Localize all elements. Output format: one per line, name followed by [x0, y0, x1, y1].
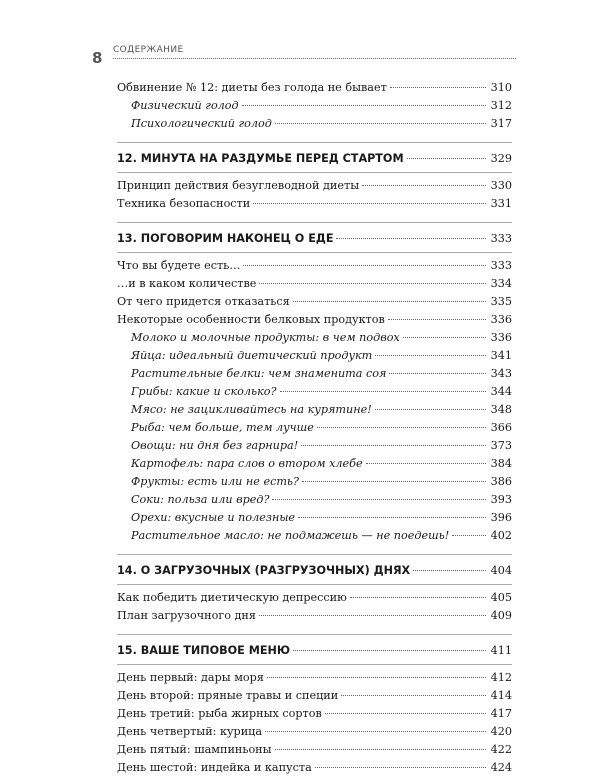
toc-subentry-page: 393	[490, 493, 512, 506]
toc-subentry[interactable]	[117, 401, 512, 419]
toc-entry-page: 310	[490, 81, 512, 94]
leader-dots	[375, 355, 486, 356]
leader-dots	[413, 570, 486, 571]
leader-dots	[325, 713, 486, 714]
leader-dots	[275, 123, 486, 124]
toc-entry[interactable]	[117, 311, 512, 329]
leader-dots	[389, 373, 486, 374]
toc-subentry-title: Психологический голод	[131, 117, 272, 130]
toc-entry[interactable]	[117, 759, 512, 777]
chapter-page: 333	[490, 232, 512, 245]
toc-entry-title: Что вы будете есть…	[117, 259, 241, 272]
toc-entry-page: 335	[490, 295, 512, 308]
toc-subentry[interactable]	[117, 473, 512, 491]
toc-entry-page: 334	[490, 277, 512, 290]
toc-subentry-page: 344	[490, 385, 512, 398]
toc-entry[interactable]	[117, 177, 512, 195]
leader-dots	[272, 499, 486, 500]
toc-entry[interactable]	[117, 723, 512, 741]
toc-subentry[interactable]	[117, 491, 512, 509]
toc-entry-title: День второй: пряные травы и специи	[117, 689, 339, 702]
toc-entry-title: Принцип действия безуглеводной диеты	[117, 179, 360, 192]
toc-entry[interactable]	[117, 607, 512, 625]
toc-entry[interactable]	[117, 687, 512, 705]
leader-dots	[317, 427, 486, 428]
chapter-title: 13. ПОГОВОРИМ НАКОНЕЦ О ЕДЕ	[117, 232, 334, 245]
toc-entry-title: Обвинение № 12: диеты без голода не бывает	[117, 81, 387, 94]
header-dotted-rule	[113, 58, 516, 59]
toc-entry-page: 420	[490, 725, 512, 738]
toc-subentry-page: 317	[490, 117, 512, 130]
leader-dots	[293, 301, 486, 302]
toc-subentry-title: Физический голод	[131, 99, 239, 112]
chapter-title: 14. О ЗАГРУЗОЧНЫХ (РАЗГРУЗОЧНЫХ) ДНЯХ	[117, 564, 411, 577]
leader-dots	[366, 463, 486, 464]
toc-subentry[interactable]	[117, 419, 512, 437]
toc-entry-title: Как победить диетическую депрессию	[117, 591, 347, 604]
toc-entry-title: …и в каком количестве	[117, 277, 257, 290]
toc-entry-page: 424	[490, 761, 512, 774]
toc-chapter-15[interactable]	[117, 641, 512, 661]
section-divider	[117, 554, 512, 555]
toc-subentry[interactable]	[117, 455, 512, 473]
toc-chapter-14[interactable]	[117, 561, 512, 581]
toc-subentry-title: Картофель: пара слов о втором хлебе	[131, 457, 363, 470]
chapter-underline	[117, 172, 512, 173]
toc-subentry[interactable]	[117, 437, 512, 455]
running-head: СОДЕРЖАНИЕ	[113, 45, 184, 55]
chapter-underline	[117, 252, 512, 253]
toc-entry[interactable]	[117, 257, 512, 275]
toc-subentry-title: Рыба: чем больше, тем лучше	[131, 421, 314, 434]
toc-subentry-title: Растительные белки: чем знаменита соя	[131, 367, 387, 380]
leader-dots	[301, 445, 486, 446]
toc-entry-title: План загрузочного дня	[117, 609, 256, 622]
chapter-title: 15. ВАШЕ ТИПОВОЕ МЕНЮ	[117, 644, 290, 657]
page-number: 8	[92, 49, 103, 67]
toc-entry-title: Техника безопасности	[117, 197, 251, 210]
chapter-page: 329	[490, 152, 512, 165]
section-divider	[117, 222, 512, 223]
toc-subentry-page: 396	[490, 511, 512, 524]
chapter-title: 12. МИНУТА НА РАЗДУМЬЕ ПЕРЕД СТАРТОМ	[117, 152, 404, 165]
toc-entry-page: 412	[490, 671, 512, 684]
toc-entry-page: 331	[490, 197, 512, 210]
leader-dots	[298, 517, 486, 518]
toc-subentry-page: 348	[490, 403, 512, 416]
toc-subentry-title: Яйца: идеальный диетический продукт	[131, 349, 373, 362]
toc-entry-title: День пятый: шампиньоны	[117, 743, 272, 756]
toc-entry-page: 417	[490, 707, 512, 720]
leader-dots	[407, 158, 486, 159]
toc-subentry-page: 366	[490, 421, 512, 434]
leader-dots	[242, 105, 486, 106]
toc-entry-title: День третий: рыба жирных сортов	[117, 707, 322, 720]
leader-dots	[350, 597, 486, 598]
toc-subentry-page: 312	[490, 99, 512, 112]
toc-entry-page: 405	[490, 591, 512, 604]
toc-subentry-title: Грибы: какие и сколько?	[131, 385, 277, 398]
toc-subentry-title: Растительное масло: не подмажешь — не поедешь!	[131, 529, 450, 542]
page-header	[92, 45, 516, 65]
toc-subentry-title: Овощи: ни дня без гарнира!	[131, 439, 299, 452]
leader-dots	[336, 238, 486, 239]
toc-subentry[interactable]	[117, 365, 512, 383]
toc-entry[interactable]	[117, 275, 512, 293]
leader-dots	[452, 535, 486, 536]
toc-subentry-page: 402	[490, 529, 512, 542]
leader-dots	[341, 695, 486, 696]
section-divider	[117, 142, 512, 143]
toc-entry-title: От чего придется отказаться	[117, 295, 290, 308]
leader-dots	[259, 283, 486, 284]
section-divider	[117, 634, 512, 635]
toc-subentry-page: 343	[490, 367, 512, 380]
leader-dots	[280, 391, 486, 392]
leader-dots	[302, 481, 486, 482]
leader-dots	[267, 677, 486, 678]
toc-subentry[interactable]	[117, 115, 512, 133]
chapter-page: 404	[490, 564, 512, 577]
toc-entry-page: 336	[490, 313, 512, 326]
toc-subentry[interactable]	[117, 97, 512, 115]
toc-subentry-page: 341	[490, 349, 512, 362]
leader-dots	[390, 87, 486, 88]
toc-entry-title: День четвертый: курица	[117, 725, 263, 738]
toc-entry-page: 330	[490, 179, 512, 192]
toc-entry-title: День шестой: индейка и капуста	[117, 761, 312, 774]
toc-subentry[interactable]	[117, 329, 512, 347]
toc-subentry[interactable]	[117, 527, 512, 545]
leader-dots	[315, 767, 486, 768]
leader-dots	[403, 337, 486, 338]
toc-subentry[interactable]	[117, 347, 512, 365]
toc-entry[interactable]	[117, 705, 512, 723]
leader-dots	[362, 185, 486, 186]
leader-dots	[243, 265, 486, 266]
chapter-underline	[117, 664, 512, 665]
toc-subentry-page: 384	[490, 457, 512, 470]
leader-dots	[375, 409, 486, 410]
toc-entry-title: Некоторые особенности белковых продуктов	[117, 313, 385, 326]
toc-subentry-title: Молоко и молочные продукты: в чем подвох	[131, 331, 400, 344]
toc-entry[interactable]	[117, 79, 512, 97]
leader-dots	[265, 731, 486, 732]
toc-subentry[interactable]	[117, 509, 512, 527]
chapter-underline	[117, 584, 512, 585]
toc-entry[interactable]	[117, 741, 512, 759]
toc-subentry-page: 373	[490, 439, 512, 452]
toc-subentry-page: 336	[490, 331, 512, 344]
toc-subentry-title: Фрукты: есть или не есть?	[131, 475, 300, 488]
toc-entry-page: 409	[490, 609, 512, 622]
leader-dots	[388, 319, 486, 320]
toc-subentry-title: Орехи: вкусные и полезные	[131, 511, 296, 524]
table-of-contents	[117, 79, 512, 777]
toc-subentry[interactable]	[117, 383, 512, 401]
toc-subentry-title: Соки: польза или вред?	[131, 493, 270, 506]
leader-dots	[253, 203, 486, 204]
toc-entry[interactable]	[117, 669, 512, 687]
toc-subentry-page: 386	[490, 475, 512, 488]
toc-chapter-13[interactable]	[117, 229, 512, 249]
toc-entry-page: 422	[490, 743, 512, 756]
chapter-page: 411	[490, 644, 512, 657]
toc-entry-page: 333	[490, 259, 512, 272]
toc-entry[interactable]	[117, 589, 512, 607]
toc-subentry-title: Мясо: не зацикливайтесь на курятине!	[131, 403, 372, 416]
toc-chapter-12[interactable]	[117, 149, 512, 169]
toc-entry[interactable]	[117, 195, 512, 213]
leader-dots	[259, 615, 486, 616]
leader-dots	[293, 650, 486, 651]
toc-entry-page: 414	[490, 689, 512, 702]
toc-entry-title: День первый: дары моря	[117, 671, 264, 684]
toc-entry[interactable]	[117, 293, 512, 311]
